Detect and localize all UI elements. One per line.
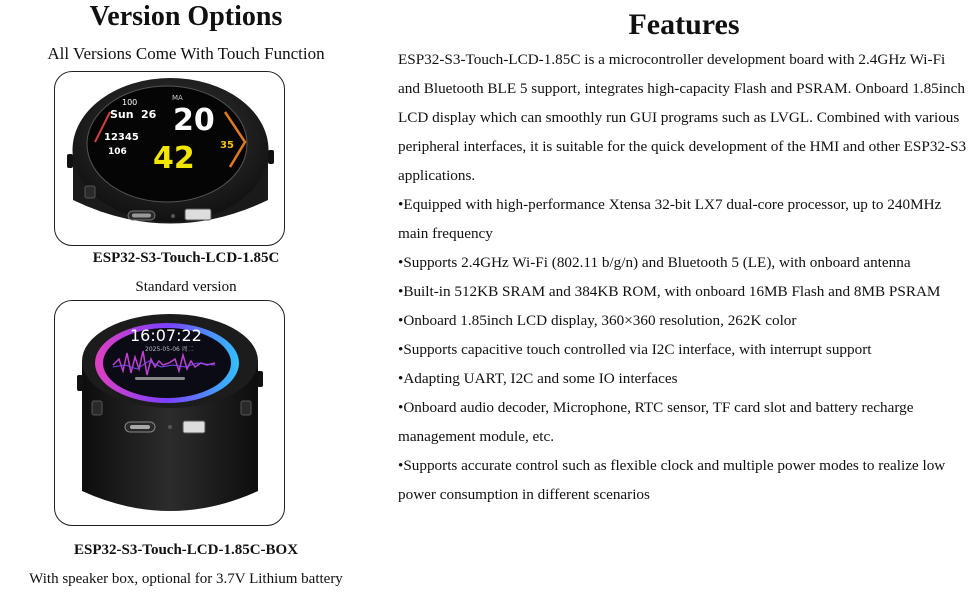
product-image-standard — [54, 71, 285, 246]
screen-value-2: Sun — [110, 108, 134, 121]
feature-item: •Supports capacitive touch controlled via I2C interface, with interrupt support — [398, 341, 872, 358]
screen-value-3: 26 — [141, 108, 157, 121]
feature-item: •Equipped with high-performance Xtensa 32-bit LX7 dual-core processor, up to 240MHz main frequency — [398, 196, 942, 242]
feature-item: •Built-in 512KB SRAM and 384KB ROM, with onboard 16MB Flash and 8MB PSRAM — [398, 283, 941, 300]
feature-item: •Adapting UART, I2C and some IO interfaces — [398, 370, 678, 387]
feature-item: •Supports 2.4GHz Wi-Fi (802.11 b/g/n) and Bluetooth 5 (LE), with onboard antenna — [398, 254, 911, 271]
screen-value-5: 106 — [108, 147, 127, 157]
device-box-illustration — [55, 301, 285, 526]
screen-value-6: 35 — [220, 140, 234, 151]
features-intro: ESP32-S3-Touch-LCD-1.85C is a microcontroller development board with 2.4GHz Wi-Fi and Bluetooth BLE 5 support, integrates high-capacity Flash and PSRAM. Onboard 1.85inch LCD display which can smoothly run GUI programs such as LVGL. Combined with various peripheral interfaces, it is suitable for the quick development of the HMI and other ESP32-S3 applications. — [398, 51, 967, 184]
screen-value-1: 100 — [122, 98, 138, 107]
product-desc-box: With speaker box, optional for 3.7V Lithium battery — [29, 571, 343, 587]
product-name-standard: ESP32-S3-Touch-LCD-1.85C — [92, 250, 280, 266]
screen-date: 2025-05-06 周二 — [145, 346, 194, 353]
version-options-subheading: All Versions Come With Touch Function — [47, 44, 325, 63]
device-standard-illustration — [55, 72, 285, 246]
screen-label: MA — [172, 94, 183, 102]
features-heading: Features — [628, 8, 740, 41]
screen-time: 16:07:22 — [130, 326, 202, 345]
product-image-box — [54, 300, 285, 526]
screen-big-value-2: 42 — [153, 141, 195, 176]
product-desc-standard: Standard version — [135, 279, 237, 295]
features-text — [398, 45, 968, 509]
product-name-box: ESP32-S3-Touch-LCD-1.85C-BOX — [73, 542, 299, 558]
feature-item: •Onboard 1.85inch LCD display, 360×360 resolution, 262K color — [398, 312, 797, 329]
screen-big-value-1: 20 — [173, 103, 215, 138]
feature-item: •Supports accurate control such as flexible clock and multiple power modes to realize low power consumption in different scenarios — [398, 457, 946, 503]
feature-item: •Onboard audio decoder, Microphone, RTC sensor, TF card slot and battery recharge management module, etc. — [398, 399, 914, 445]
screen-value-4: 12345 — [104, 132, 139, 143]
version-options-heading: Version Options — [89, 1, 283, 32]
